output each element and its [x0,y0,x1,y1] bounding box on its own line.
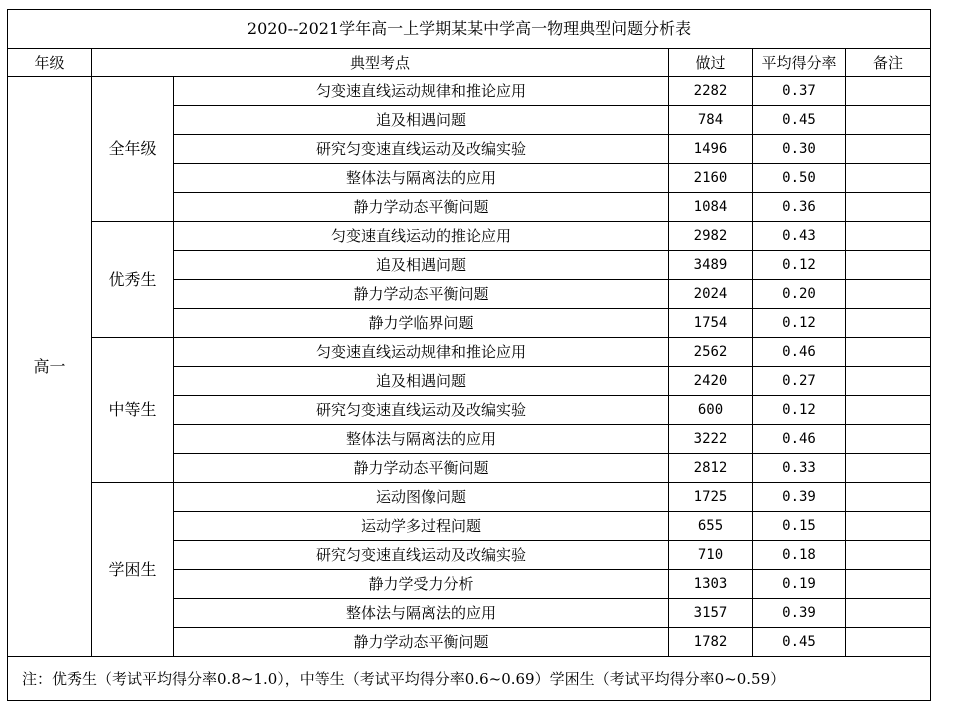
header-avg-rate: 平均得分率 [753,49,846,77]
remark-cell [846,164,931,193]
topic-cell: 追及相遇问题 [174,367,669,396]
note-row [8,657,931,701]
table-row [8,338,931,367]
table-title: 2020--2021学年高一上学期某某中学高一物理典型问题分析表 [8,10,931,49]
topic-cell: 研究匀变速直线运动及改编实验 [174,396,669,425]
remark-cell [846,309,931,338]
remark-cell [846,541,931,570]
rate-cell: 0.15 [753,512,846,541]
header-done: 做过 [669,49,753,77]
rate-cell: 0.45 [753,628,846,657]
topic-cell: 整体法与隔离法的应用 [174,425,669,454]
rate-cell: 0.33 [753,454,846,483]
remark-cell [846,135,931,164]
rate-cell: 0.37 [753,77,846,106]
rate-cell: 0.12 [753,309,846,338]
group-cell: 优秀生 [92,222,174,338]
topic-cell: 静力学临界问题 [174,309,669,338]
rate-cell: 0.27 [753,367,846,396]
header-row [8,49,931,77]
topic-cell: 匀变速直线运动规律和推论应用 [174,77,669,106]
remark-cell [846,106,931,135]
done-cell: 1084 [669,193,753,222]
done-cell: 2024 [669,280,753,309]
table-row [8,77,931,106]
topic-cell: 静力学动态平衡问题 [174,193,669,222]
topic-cell: 运动学多过程问题 [174,512,669,541]
remark-cell [846,570,931,599]
done-cell: 1496 [669,135,753,164]
group-cell: 学困生 [92,483,174,657]
group-cell: 全年级 [92,77,174,222]
done-cell: 1725 [669,483,753,512]
done-cell: 1303 [669,570,753,599]
done-cell: 2562 [669,338,753,367]
done-cell: 3157 [669,599,753,628]
done-cell: 655 [669,512,753,541]
remark-cell [846,454,931,483]
grade-cell: 高一 [8,77,92,657]
done-cell: 2420 [669,367,753,396]
remark-cell [846,628,931,657]
group-cell: 中等生 [92,338,174,483]
done-cell: 2982 [669,222,753,251]
topic-cell: 静力学动态平衡问题 [174,454,669,483]
done-cell: 2160 [669,164,753,193]
rate-cell: 0.20 [753,280,846,309]
done-cell: 1754 [669,309,753,338]
remark-cell [846,483,931,512]
done-cell: 1782 [669,628,753,657]
topic-cell: 静力学动态平衡问题 [174,628,669,657]
topic-cell: 追及相遇问题 [174,251,669,280]
topic-cell: 静力学受力分析 [174,570,669,599]
done-cell: 784 [669,106,753,135]
remark-cell [846,251,931,280]
rate-cell: 0.12 [753,251,846,280]
done-cell: 2282 [669,77,753,106]
remark-cell [846,396,931,425]
remark-cell [846,367,931,396]
remark-cell [846,512,931,541]
done-cell: 600 [669,396,753,425]
rate-cell: 0.46 [753,425,846,454]
topic-cell: 整体法与隔离法的应用 [174,599,669,628]
done-cell: 3489 [669,251,753,280]
topic-cell: 运动图像问题 [174,483,669,512]
header-remark: 备注 [846,49,931,77]
remark-cell [846,77,931,106]
rate-cell: 0.50 [753,164,846,193]
rate-cell: 0.12 [753,396,846,425]
remark-cell [846,193,931,222]
rate-cell: 0.39 [753,483,846,512]
rate-cell: 0.36 [753,193,846,222]
rate-cell: 0.46 [753,338,846,367]
topic-cell: 匀变速直线运动规律和推论应用 [174,338,669,367]
topic-cell: 整体法与隔离法的应用 [174,164,669,193]
rate-cell: 0.45 [753,106,846,135]
done-cell: 3222 [669,425,753,454]
remark-cell [846,599,931,628]
analysis-table [7,9,931,701]
rate-cell: 0.43 [753,222,846,251]
rate-cell: 0.39 [753,599,846,628]
remark-cell [846,425,931,454]
header-topic: 典型考点 [92,49,669,77]
topic-cell: 匀变速直线运动的推论应用 [174,222,669,251]
footnote: 注：优秀生（考试平均得分率0.8~1.0），中等生（考试平均得分率0.6~0.69）学困生（考试平均得分率0~0.59） [8,657,931,701]
done-cell: 710 [669,541,753,570]
analysis-document [7,9,930,701]
topic-cell: 研究匀变速直线运动及改编实验 [174,135,669,164]
remark-cell [846,222,931,251]
topic-cell: 追及相遇问题 [174,106,669,135]
table-row [8,222,931,251]
rate-cell: 0.30 [753,135,846,164]
topic-cell: 静力学动态平衡问题 [174,280,669,309]
table-row [8,483,931,512]
header-grade: 年级 [8,49,92,77]
done-cell: 2812 [669,454,753,483]
rate-cell: 0.19 [753,570,846,599]
topic-cell: 研究匀变速直线运动及改编实验 [174,541,669,570]
rate-cell: 0.18 [753,541,846,570]
remark-cell [846,280,931,309]
remark-cell [846,338,931,367]
title-row [8,10,931,49]
